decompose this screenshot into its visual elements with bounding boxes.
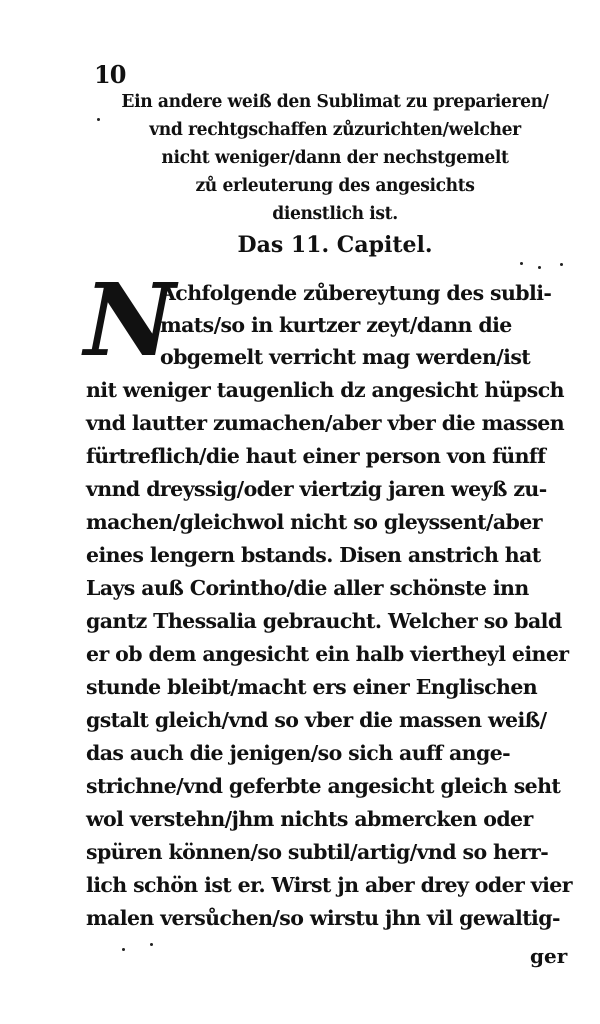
body-line: das auch die jenigen/so sich auff ange- <box>86 741 511 765</box>
heading-line: vnd rechtgschaffen zůzurichten/welcher <box>149 120 521 140</box>
body-line: malen versůchen/so wirstu jhn vil gewaltig- <box>86 906 560 930</box>
body-line: mats/so in kurtzer zeyt/dann die <box>160 313 512 337</box>
ink-speck <box>538 266 541 269</box>
body-line: spüren können/so subtil/artig/vnd so herr- <box>86 840 549 864</box>
body-line: lich schön ist er. Wirst jn aber drey oder vier <box>86 873 572 897</box>
decorated-initial: N <box>84 261 176 379</box>
body-line: eines lengern bstands. Disen anstrich hat <box>86 543 541 567</box>
heading-line: dienstlich ist. <box>272 204 398 224</box>
heading-line: zů erleuterung des angesichts <box>195 176 475 196</box>
chapter-title: Das 11. Capitel. <box>237 232 433 258</box>
body-line: machen/gleichwol nicht so gleyssent/aber <box>86 510 542 534</box>
body-line: stunde bleibt/macht ers einer Englischen <box>86 675 538 699</box>
page-number: 10 <box>94 60 126 89</box>
heading-line: Ein andere weiß den Sublimat zu preparieren/ <box>121 92 549 112</box>
body-line: Lays auß Corintho/die aller schönste inn <box>86 576 529 600</box>
body-line: obgemelt verricht mag werden/ist <box>160 345 531 369</box>
body-line: vnnd dreyssig/oder viertzig jaren weyß zu- <box>86 477 547 501</box>
body-line: vnd lautter zumachen/aber vber die massen <box>86 411 565 435</box>
body-line: wol verstehn/jhm nichts abmercken oder <box>86 807 533 831</box>
ink-speck <box>560 263 563 266</box>
catchword: ger <box>530 944 568 968</box>
body-line: nit weniger taugenlich dz angesicht hüpsch <box>86 378 564 402</box>
body-line: fürtreflich/die haut einer person von fünff <box>86 444 546 468</box>
ink-speck <box>520 262 523 265</box>
body-line: er ob dem angesicht ein halb viertheyl einer <box>86 642 569 666</box>
ink-speck <box>97 118 100 121</box>
body-line: gantz Thessalia gebraucht. Welcher so bald <box>86 609 562 633</box>
ink-speck <box>122 948 125 951</box>
body-line: gstalt gleich/vnd so vber die massen weiß/ <box>86 708 547 732</box>
ink-speck <box>150 943 153 946</box>
body-line: Achfolgende zůbereytung des subli- <box>160 281 552 305</box>
heading-line: nicht weniger/dann der nechstgemelt <box>161 148 509 168</box>
body-line: strichne/vnd geferbte angesicht gleich seht <box>86 774 561 798</box>
chapter-heading <box>90 88 580 228</box>
